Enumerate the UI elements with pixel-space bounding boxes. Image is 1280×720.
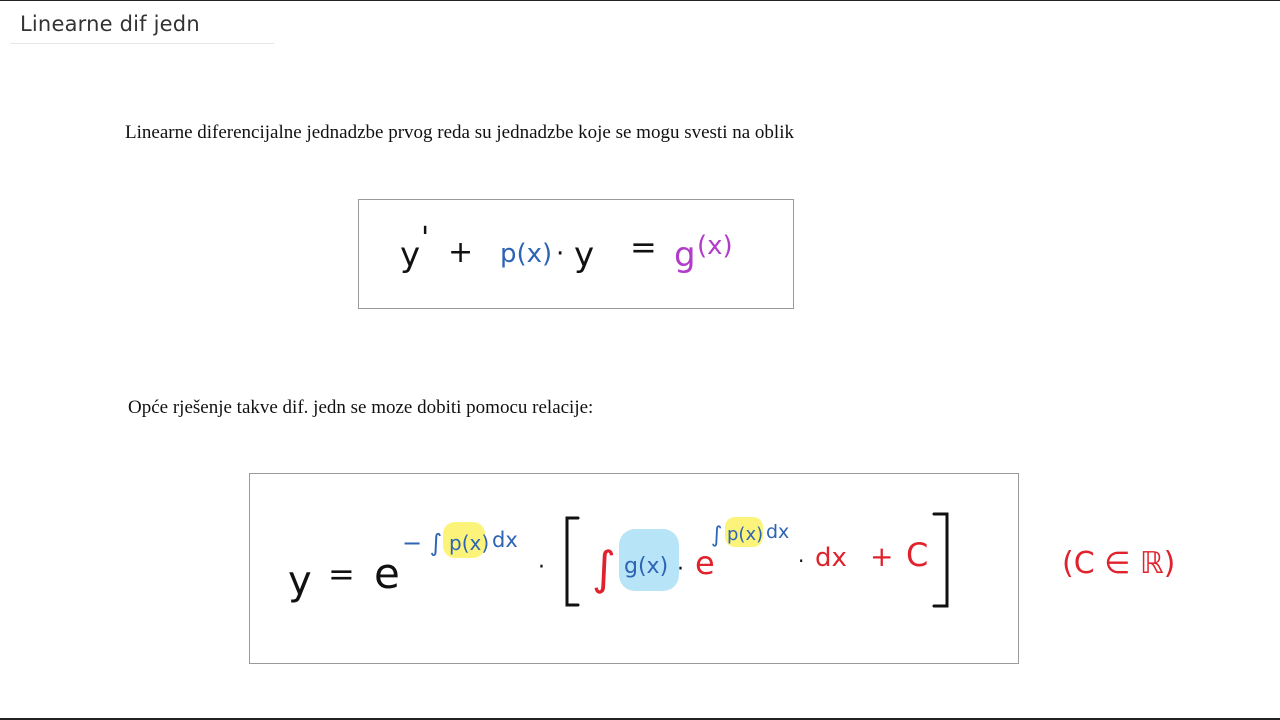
eq1-g-arg: (x) xyxy=(697,231,733,261)
eq2-integral: ∫ xyxy=(592,541,616,595)
bracket-close-icon xyxy=(934,514,947,606)
page-title: Linearne dif jedn xyxy=(20,12,200,36)
eq1-p-of-x: p(x) xyxy=(500,239,553,269)
bracket-open-icon xyxy=(567,518,578,605)
eq2-y: y xyxy=(288,558,312,604)
eq2-exp1-dx: dx xyxy=(492,528,518,552)
eq1-y2: y xyxy=(574,235,595,275)
eq2-exp2-integral: ∫ xyxy=(711,523,723,548)
eq2-dot: · xyxy=(538,555,545,580)
eq1-prime: ' xyxy=(421,221,430,256)
eq2-exp2-dx: dx xyxy=(766,521,790,543)
eq2-dot3: · xyxy=(798,549,805,573)
eq1-equals: = xyxy=(630,228,657,266)
eq2-exp2-px: p(x) xyxy=(727,524,764,545)
constant-note: (C ∈ ℝ) xyxy=(1062,546,1176,581)
eq2-exp1-px: p(x) xyxy=(449,531,490,555)
eq2-e: e xyxy=(374,549,400,598)
eq2-dx: dx xyxy=(815,543,847,573)
eq2-e2: e xyxy=(695,544,715,582)
eq2-exp1-integral: − ∫ xyxy=(402,529,443,557)
eq1-g: g xyxy=(674,235,696,275)
eq2-equals: = xyxy=(328,555,355,593)
eq1-dot: · xyxy=(556,239,565,269)
eq2-c: C xyxy=(906,536,929,574)
eq1-y: y xyxy=(400,235,421,275)
intro-paragraph: Linearne diferencijalne jednadzbe prvog reda su jednadzbe koje se mogu svesti na oblik xyxy=(125,122,794,143)
solution-paragraph: Opće rješenje takve dif. jedn se moze dobiti pomocu relacije: xyxy=(128,397,594,418)
eq1-plus: + xyxy=(448,235,474,270)
eq2-dot2: · xyxy=(677,557,684,582)
eq2-plus: + xyxy=(870,540,894,573)
eq2-g-of-x: g(x) xyxy=(624,554,669,579)
